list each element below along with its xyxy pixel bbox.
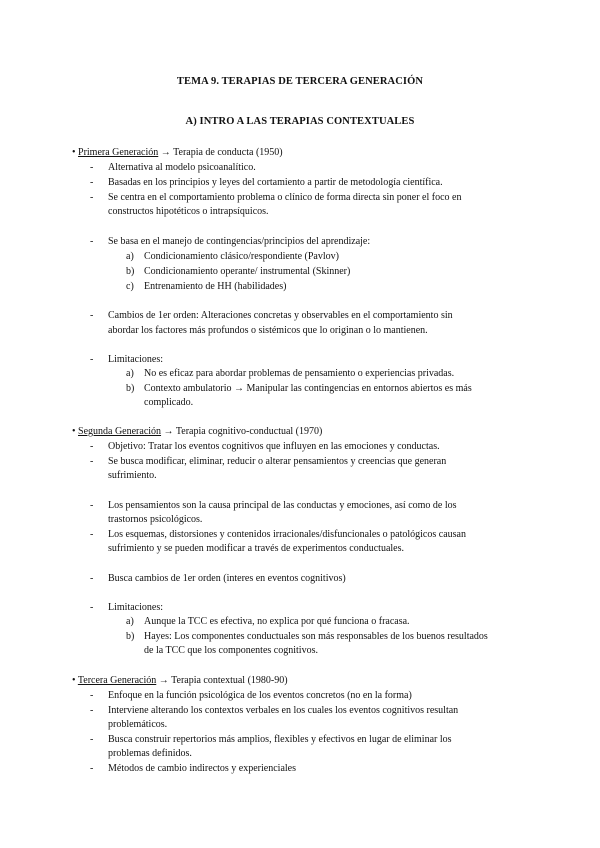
label-c: c)	[126, 281, 134, 292]
label-b: b)	[126, 266, 135, 277]
bullet: •	[72, 426, 76, 437]
g1-heading-line	[72, 146, 283, 159]
g2-lim-b-2: de la TCC que los componentes cognitivos.	[144, 645, 318, 656]
g1-lim-b-part2: Manipular las contingencias en entornos abiertos es más	[246, 383, 472, 394]
g3-busca-1: Busca construir repertorios más amplios, flexibles y efectivos en lugar de eliminar los	[108, 734, 452, 745]
g1-contingencias: Se basa en el manejo de contingencias/principios del aprendizaje:	[108, 236, 371, 247]
g2-esq-1: Los esquemas, distorsiones y contenidos irracionales/disfuncionales o patológicos causan	[108, 529, 466, 540]
dash-marker: -	[90, 456, 94, 467]
g2-busca-2: sufrimiento.	[108, 470, 157, 481]
dash-marker: -	[90, 441, 94, 452]
label-b: b)	[126, 631, 135, 642]
g1-heading-rest: Terapia de conducta (1950)	[173, 147, 283, 158]
g3-enfoque: Enfoque en la función psicológica de los eventos concretos (no en la forma)	[108, 690, 412, 701]
g1-lim-b	[144, 382, 472, 395]
label-a: a)	[126, 616, 134, 627]
dash-marker: -	[90, 162, 94, 173]
g3-heading-rest: Terapia contextual (1980-90)	[171, 675, 288, 686]
g2-esq-2: sufrimiento y se pueden modificar a través de experimentos conductuales.	[108, 543, 405, 554]
g2-cambios: Busca cambios de 1er orden (interes en eventos cognitivos)	[108, 573, 346, 584]
arrow-icon: →	[160, 147, 171, 158]
g1-sub-c: Entrenamiento de HH (habilidades)	[144, 281, 287, 292]
g1-item-2: Basadas en los principios y leyes del cortamiento a partir de metodología científica.	[108, 177, 443, 188]
g3-metodos: Métodos de cambio indirectos y experienciales	[108, 763, 296, 774]
g1-limitaciones: Limitaciones:	[108, 354, 163, 365]
arrow-icon: →	[158, 675, 169, 686]
g2-heading-line	[72, 425, 322, 438]
dash-marker: -	[90, 177, 94, 188]
dash-marker: -	[90, 529, 94, 540]
dash-marker: -	[90, 192, 94, 203]
g1-cambios-1: Cambios de 1er orden: Alteraciones concretas y observables en el comportamiento sin	[108, 310, 453, 321]
dash-marker: -	[90, 500, 94, 511]
dash-marker: -	[90, 602, 94, 613]
label-a: a)	[126, 251, 134, 262]
label-b: b)	[126, 383, 135, 394]
g2-lim-b-1: Hayes: Los componentes conductuales son más responsables de los buenos resultados	[144, 631, 488, 642]
dash-marker: -	[90, 690, 94, 701]
g3-interv-1: Interviene alterando los contextos verbales en los cuales los eventos cognitivos resultan	[108, 705, 459, 716]
g3-interv-2: problemáticos.	[108, 719, 168, 730]
g2-pens-2: trastornos psicológicos.	[108, 514, 203, 525]
bullet: •	[72, 147, 76, 158]
g1-sub-a: Condicionamiento clásico/respondiente (Pavlov)	[144, 251, 339, 262]
g1-item-3: Se centra en el comportamiento problema o clínico de forma directa sin poner el foco en	[108, 192, 462, 203]
main-title: TEMA 9. TERAPIAS DE TERCERA GENERACIÓN	[176, 76, 424, 87]
dash-marker: -	[90, 734, 94, 745]
g3-busca-2: problemas definidos.	[108, 748, 192, 759]
dash-marker: -	[90, 573, 94, 584]
g2-objetivo: Objetivo: Tratar los eventos cognitivos que influyen en las emociones y conductas.	[108, 441, 440, 452]
g1-lim-b-cont: complicado.	[144, 397, 194, 408]
arrow-icon: →	[163, 426, 174, 437]
dash-marker: -	[90, 236, 94, 247]
g3-heading: Tercera Generación	[77, 675, 157, 686]
g2-pens-1: Los pensamientos son la causa principal de las conductas y emociones, así como de los	[108, 500, 457, 511]
g2-busca-1: Se busca modificar, eliminar, reducir o alterar pensamientos y creencias que generan	[108, 456, 447, 467]
bullet: •	[72, 675, 76, 686]
g1-sub-b: Condicionamiento operante/ instrumental (Skinner)	[144, 266, 351, 277]
dash-marker: -	[90, 310, 94, 321]
g2-heading-rest: Terapia cognitivo-conductual (1970)	[175, 426, 323, 437]
section-title: A) INTRO A LAS TERAPIAS CONTEXTUALES	[185, 116, 415, 127]
g3-heading-line	[72, 674, 288, 687]
g1-heading: Primera Generación	[78, 147, 159, 158]
g1-lim-b-part1: Contexto ambulatorio	[144, 383, 232, 394]
g1-item-3-cont: constructos hipotéticos o intrapsíquicos.	[108, 206, 269, 217]
g1-lim-a: No es eficaz para abordar problemas de pensamiento o experiencias privadas.	[144, 368, 455, 379]
g2-heading: Segunda Generación	[78, 426, 162, 437]
label-a: a)	[126, 368, 134, 379]
dash-marker: -	[90, 705, 94, 716]
g2-lim-a: Aunque la TCC es efectiva, no explica por qué funciona o fracasa.	[144, 616, 410, 627]
g2-limitaciones: Limitaciones:	[108, 602, 163, 613]
g1-cambios-2: abordar los factores más profundos o sistémicos que lo originan o lo mantienen.	[108, 325, 428, 336]
arrow-icon: →	[234, 383, 244, 394]
dash-marker: -	[90, 354, 94, 365]
dash-marker: -	[90, 763, 94, 774]
g1-item-1: Alternativa al modelo psicoanalítico.	[108, 162, 256, 173]
